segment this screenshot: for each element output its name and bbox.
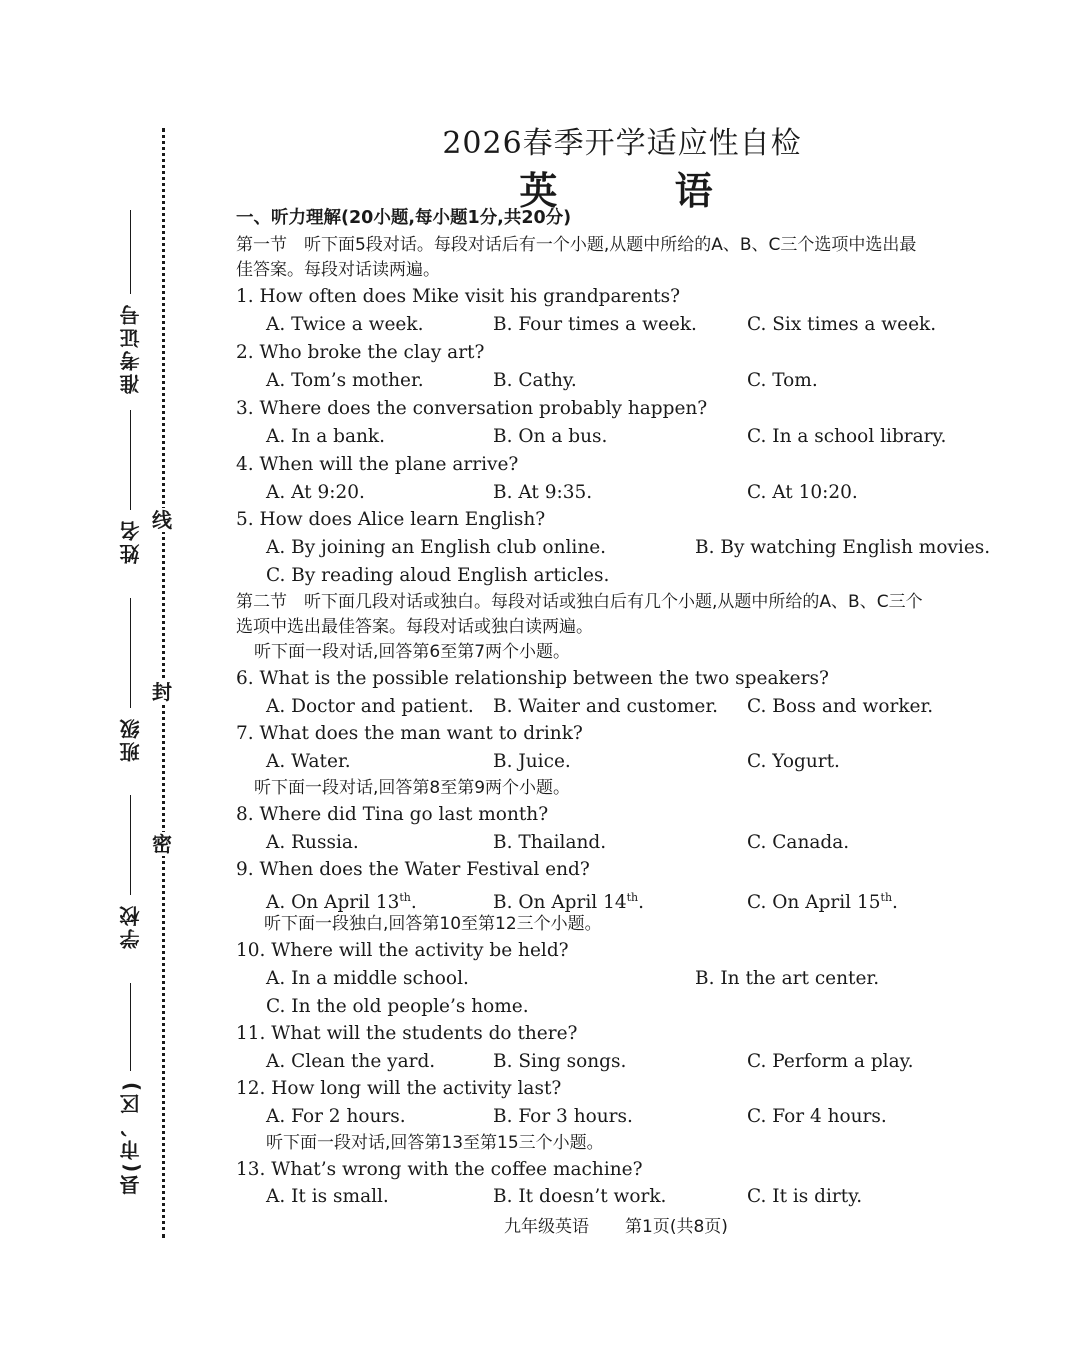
class-line xyxy=(130,598,131,708)
school-line xyxy=(130,795,131,895)
q7-option-c: C. Yogurt. xyxy=(747,751,840,772)
exam-title: 2026春季开学适应性自检 xyxy=(442,126,802,161)
q5-option-b: B. By watching English movies. xyxy=(695,537,991,558)
question-8: 8. Where did Tina go last month? xyxy=(236,804,549,825)
q9-option-c-text: C. On April 15 xyxy=(747,892,881,914)
subject-title: 英 语 xyxy=(519,169,765,213)
q11-option-b: B. Sing songs. xyxy=(493,1051,627,1072)
binding-margin xyxy=(0,0,200,1350)
q6-option-c: C. Boss and worker. xyxy=(747,696,934,717)
school-field[interactable] xyxy=(118,795,142,949)
q1-option-b: B. Four times a week. xyxy=(493,314,697,335)
q3-option-a: A. In a bank. xyxy=(266,426,386,447)
q9-option-b-text: B. On April 14 xyxy=(493,892,627,914)
q6-option-b: B. Waiter and customer. xyxy=(493,696,719,717)
q13-option-c: C. It is dirty. xyxy=(747,1186,863,1207)
instruction-q8-9: 听下面一段对话,回答第8至第9两个小题。 xyxy=(254,778,571,798)
seal-char-xian: 线 xyxy=(152,508,172,532)
section1-instruction-line2: 佳答案。每段对话读两遍。 xyxy=(236,260,440,280)
q12-option-a: A. For 2 hours. xyxy=(266,1106,406,1127)
question-5: 5. How does Alice learn English? xyxy=(236,509,546,530)
instruction-q13-15: 听下面一段对话,回答第13至第15三个小题。 xyxy=(266,1133,604,1153)
footer-page-number: 第1页(共8页) xyxy=(625,1217,728,1237)
question-6: 6. What is the possible relationship between the two speakers? xyxy=(236,668,829,689)
q9-option-a-text: A. On April 13 xyxy=(266,892,400,914)
q8-option-b: B. Thailand. xyxy=(493,832,607,853)
q5-option-a: A. By joining an English club online. xyxy=(266,537,607,558)
q11-option-c: C. Perform a play. xyxy=(747,1051,914,1072)
question-4: 4. When will the plane arrive? xyxy=(236,454,519,475)
question-12: 12. How long will the activity last? xyxy=(236,1078,562,1099)
instruction-q6-7: 听下面一段对话,回答第6至第7两个小题。 xyxy=(254,642,571,662)
q9-option-a-sup: th xyxy=(399,891,411,904)
q10-option-b: B. In the art center. xyxy=(695,968,880,989)
q9-option-c xyxy=(747,886,898,915)
q9-option-c-sup: th xyxy=(880,891,893,904)
seal-char-feng: 封 xyxy=(152,680,172,704)
q13-option-b: B. It doesn’t work. xyxy=(493,1186,667,1207)
name-label: 姓名 xyxy=(118,518,143,564)
q2-option-b: B. Cathy. xyxy=(493,370,577,391)
q8-option-c: C. Canada. xyxy=(747,832,850,853)
county-line xyxy=(130,983,131,1071)
question-13: 13. What’s wrong with the coffee machine? xyxy=(236,1159,643,1180)
q3-option-c: C. In a school library. xyxy=(747,426,947,447)
q9-option-c-end: . xyxy=(892,892,898,914)
county-label: 县(市、区) xyxy=(118,1079,143,1196)
q10-option-c: C. In the old people’s home. xyxy=(266,996,529,1017)
footer-grade: 九年级英语 xyxy=(504,1217,590,1237)
q8-option-a: A. Russia. xyxy=(266,832,359,853)
q13-option-a: A. It is small. xyxy=(266,1186,389,1207)
question-11: 11. What will the students do there? xyxy=(236,1023,578,1044)
q1-option-c: C. Six times a week. xyxy=(747,314,937,335)
q7-option-b: B. Juice. xyxy=(493,751,571,772)
page-footer xyxy=(236,1212,996,1237)
q2-option-c: C. Tom. xyxy=(747,370,818,391)
question-9: 9. When does the Water Festival end? xyxy=(236,859,590,880)
question-7: 7. What does the man want to drink? xyxy=(236,723,583,744)
q9-option-b-sup: th xyxy=(626,891,639,904)
class-label: 班级 xyxy=(118,716,143,762)
q6-option-a: A. Doctor and patient. xyxy=(266,696,474,717)
q12-option-b: B. For 3 hours. xyxy=(493,1106,633,1127)
q9-option-a xyxy=(266,886,417,915)
q4-option-b: B. At 9:35. xyxy=(493,482,593,503)
q9-option-b xyxy=(493,886,644,915)
question-2: 2. Who broke the clay art? xyxy=(236,342,485,363)
q12-option-c: C. For 4 hours. xyxy=(747,1106,887,1127)
section2-instruction-line1: 第二节 听下面几段对话或独白。每段对话或独白后有几个小题,从题中所给的A、B、C三个 xyxy=(236,592,923,612)
q3-option-b: B. On a bus. xyxy=(493,426,608,447)
q11-option-a: A. Clean the yard. xyxy=(266,1051,436,1072)
q9-option-b-end: . xyxy=(638,892,645,914)
q1-option-a: A. Twice a week. xyxy=(266,314,424,335)
q10-option-a: A. In a middle school. xyxy=(266,968,469,989)
county-field[interactable] xyxy=(118,983,142,1195)
question-1: 1. How often does Mike visit his grandparents? xyxy=(236,286,681,307)
part1-heading: 一、听力理解(20小题,每小题1分,共20分) xyxy=(236,208,572,228)
exam-number-label: 准考证号 xyxy=(118,302,143,394)
q9-option-a-end: . xyxy=(410,892,417,914)
name-line xyxy=(130,410,131,510)
q7-option-a: A. Water. xyxy=(266,751,351,772)
q5-option-c: C. By reading aloud English articles. xyxy=(266,565,610,586)
q2-option-a: A. Tom’s mother. xyxy=(266,370,424,391)
section1-instruction-line1: 第一节 听下面5段对话。每段对话后有一个小题,从题中所给的A、B、C三个选项中选出最 xyxy=(236,235,917,255)
q4-option-a: A. At 9:20. xyxy=(266,482,365,503)
class-field[interactable] xyxy=(118,598,142,762)
name-field[interactable] xyxy=(118,410,142,564)
q4-option-c: C. At 10:20. xyxy=(747,482,858,503)
exam-number-field[interactable] xyxy=(118,210,142,394)
exam-number-line xyxy=(130,210,131,294)
question-10: 10. Where will the activity be held? xyxy=(236,940,569,961)
section2-instruction-line2: 选项中选出最佳答案。每段对话或独白读两遍。 xyxy=(236,617,593,637)
school-label: 学校 xyxy=(118,903,143,949)
question-3: 3. Where does the conversation probably happen? xyxy=(236,398,708,419)
seal-char-mi: 密 xyxy=(152,832,172,856)
instruction-q10-12: 听下面一段独白,回答第10至第12三个小题。 xyxy=(264,914,602,934)
